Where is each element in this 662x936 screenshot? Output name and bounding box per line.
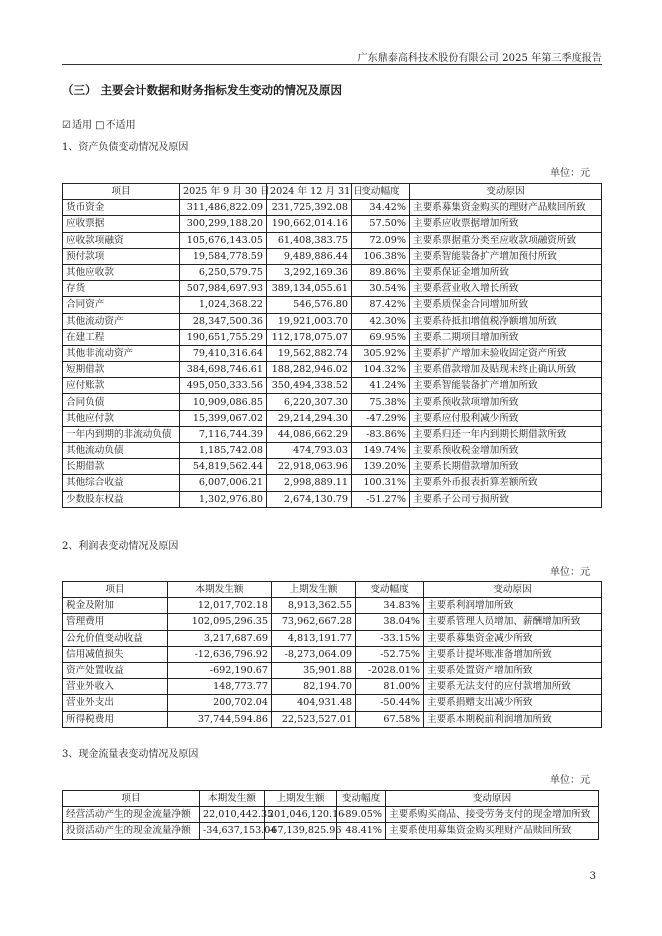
table-row — [63, 313, 602, 329]
column-header: 上期发生额 — [265, 791, 337, 807]
change-rate: 30.54% — [352, 281, 410, 297]
item-name: 预付款项 — [63, 248, 180, 264]
current-value: 1,185,742.08 — [180, 443, 267, 459]
table-row — [63, 807, 599, 823]
change-rate: 72.09% — [352, 232, 410, 248]
change-reason: 主要系智能装备扩产增加预付所致 — [410, 248, 602, 264]
current-value: 105,676,143.05 — [180, 232, 267, 248]
column-header: 项目 — [63, 791, 200, 807]
item-name: 营业外支出 — [63, 695, 168, 711]
table-row — [63, 378, 602, 394]
current-value: 79,410,316.64 — [180, 345, 267, 361]
prior-value: 22,523,527.01 — [272, 711, 356, 727]
change-reason: 主要系计提坏账准备增加所致 — [424, 646, 602, 662]
item-name: 其他应收款 — [63, 264, 180, 280]
change-reason: 主要系保证金增加所致 — [410, 264, 602, 280]
income-unit: 单位：元 — [550, 567, 590, 578]
column-header: 本期发生额 — [168, 582, 272, 598]
item-name: 投资活动产生的现金流量净额 — [63, 823, 200, 839]
table-row — [63, 362, 602, 378]
change-rate: 106.38% — [352, 248, 410, 264]
change-rate: 57.50% — [352, 216, 410, 232]
change-reason: 主要系待抵扣增值税净额增加所致 — [410, 313, 602, 329]
prior-value: 35,901.88 — [272, 662, 356, 678]
prior-value: 29,214,294.30 — [267, 410, 352, 426]
change-rate: 38.04% — [356, 614, 424, 630]
current-value: 102,095,296.35 — [168, 614, 272, 630]
not-applicable-label: 不适用 — [105, 120, 136, 131]
prior-value: 546,576.80 — [267, 297, 352, 313]
item-name: 合同负债 — [63, 394, 180, 410]
change-reason: 主要系营业收入增长所致 — [410, 281, 602, 297]
current-value: 28,347,500.36 — [180, 313, 267, 329]
change-rate: 139.20% — [352, 459, 410, 475]
change-reason: 主要系外币报表折算差额所致 — [410, 475, 602, 491]
column-header: 项目 — [63, 184, 180, 200]
item-name: 资产处置收益 — [63, 662, 168, 678]
change-rate: -51.27% — [352, 491, 410, 507]
item-name: 其他综合收益 — [63, 475, 180, 491]
item-name: 短期借款 — [63, 362, 180, 378]
table-row — [63, 232, 602, 248]
current-value: 1,302,976.80 — [180, 491, 267, 507]
column-header: 2024 年 12 月 31 日 — [267, 184, 352, 200]
change-reason: 主要系应付股利减少所致 — [410, 410, 602, 426]
applicability-options — [62, 116, 136, 131]
report-header: 广东鼎泰高科技术股份有限公司 2025 年第三季度报告 — [357, 53, 602, 64]
column-header: 2025 年 9 月 30 日 — [180, 184, 267, 200]
column-header: 变动幅度 — [352, 184, 410, 200]
item-name: 少数股东权益 — [63, 491, 180, 507]
balance-unit: 单位：元 — [550, 168, 590, 179]
prior-value: 3,292,169.36 — [267, 264, 352, 280]
item-name: 应收票据 — [63, 216, 180, 232]
current-value: 507,984,697.93 — [180, 281, 267, 297]
change-reason: 主要系归还一年内到期长期借款所致 — [410, 426, 602, 442]
change-reason: 主要系使用募集资金购买理财产品赎回所致 — [386, 823, 599, 839]
table-row — [63, 200, 602, 216]
column-header: 变动原因 — [424, 582, 602, 598]
change-reason: 主要系募集资金减少所致 — [424, 630, 602, 646]
item-name: 其他流动负债 — [63, 443, 180, 459]
current-value: 148,773.77 — [168, 679, 272, 695]
change-reason: 主要系扩产增加未验收固定资产所致 — [410, 345, 602, 361]
current-value: 7,116,744.39 — [180, 426, 267, 442]
item-name: 管理费用 — [63, 614, 168, 630]
prior-value: 201,046,120.16 — [265, 807, 337, 823]
balance-change-table — [62, 183, 602, 508]
change-rate: -47.29% — [352, 410, 410, 426]
table-row — [63, 443, 602, 459]
current-value: 6,007,006.21 — [180, 475, 267, 491]
current-value: -34,637,153.04 — [200, 823, 265, 839]
change-reason: 主要系智能装备扩产增加所致 — [410, 378, 602, 394]
cashflow-subtitle: 3、现金流量表变动情况及原因 — [62, 749, 199, 760]
prior-value: 389,134,055.61 — [267, 281, 352, 297]
item-name: 一年内到期的非流动负债 — [63, 426, 180, 442]
table-row — [63, 679, 602, 695]
prior-value: -67,139,825.96 — [265, 823, 337, 839]
table-row — [63, 491, 602, 507]
change-rate: -89.05% — [337, 807, 386, 823]
change-reason: 主要系子公司亏损所致 — [410, 491, 602, 507]
table-row — [63, 216, 602, 232]
column-header: 上期发生额 — [272, 582, 356, 598]
header-divider — [62, 64, 602, 65]
prior-value: 19,562,882.74 — [267, 345, 352, 361]
column-header: 变动幅度 — [356, 582, 424, 598]
prior-value: 350,494,338.52 — [267, 378, 352, 394]
change-reason: 主要系借款增加及贴现未终止确认所致 — [410, 362, 602, 378]
table-header-row — [63, 791, 599, 807]
prior-value: 231,725,392.08 — [267, 200, 352, 216]
prior-value: 474,793.03 — [267, 443, 352, 459]
change-reason: 主要系利润增加所致 — [424, 598, 602, 614]
change-reason: 主要系二期项目增加所致 — [410, 329, 602, 345]
item-name: 应付账款 — [63, 378, 180, 394]
change-rate: -52.75% — [356, 646, 424, 662]
table-row — [63, 329, 602, 345]
current-value: 10,909,086.85 — [180, 394, 267, 410]
current-value: 3,217,687.69 — [168, 630, 272, 646]
income-change-table — [62, 581, 602, 728]
prior-value: 6,220,307.30 — [267, 394, 352, 410]
current-value: 37,744,594.86 — [168, 711, 272, 727]
table-row — [63, 630, 602, 646]
table-row — [63, 662, 602, 678]
table-row — [63, 646, 602, 662]
change-reason: 主要系募集资金购买的理财产品赎回所致 — [410, 200, 602, 216]
change-reason: 主要系票据重分类至应收款项融资所致 — [410, 232, 602, 248]
prior-value: 9,489,886.44 — [267, 248, 352, 264]
prior-value: 44,086,662.29 — [267, 426, 352, 442]
change-reason: 主要系本期税前利润增加所致 — [424, 711, 602, 727]
change-rate: 81.00% — [356, 679, 424, 695]
item-name: 应收款项融资 — [63, 232, 180, 248]
item-name: 经营活动产生的现金流量净额 — [63, 807, 200, 823]
table-row — [63, 614, 602, 630]
prior-value: 19,921,003.70 — [267, 313, 352, 329]
change-rate: 104.32% — [352, 362, 410, 378]
change-rate: -50.44% — [356, 695, 424, 711]
column-header: 变动幅度 — [337, 791, 386, 807]
current-value: 311,486,822.09 — [180, 200, 267, 216]
change-reason: 主要系应收票据增加所致 — [410, 216, 602, 232]
prior-value: 22,918,063.96 — [267, 459, 352, 475]
change-rate: 149.74% — [352, 443, 410, 459]
table-row — [63, 459, 602, 475]
item-name: 其他非流动资产 — [63, 345, 180, 361]
change-rate: 42.30% — [352, 313, 410, 329]
item-name: 营业外收入 — [63, 679, 168, 695]
not-applicable-checkbox[interactable]: □ — [95, 120, 105, 131]
change-rate: 67.58% — [356, 711, 424, 727]
table-row — [63, 426, 602, 442]
column-header: 项目 — [63, 582, 168, 598]
item-name: 长期借款 — [63, 459, 180, 475]
current-value: -692,190.67 — [168, 662, 272, 678]
table-row — [63, 248, 602, 264]
prior-value: 2,998,889.11 — [267, 475, 352, 491]
current-value: 22,010,442.35 — [200, 807, 265, 823]
prior-value: 190,662,014.16 — [267, 216, 352, 232]
current-value: 1,024,368.22 — [180, 297, 267, 313]
column-header: 本期发生额 — [200, 791, 265, 807]
change-reason: 主要系管理人员增加、薪酬增加所致 — [424, 614, 602, 630]
applicable-label: 适用 — [71, 120, 92, 131]
cashflow-change-table — [62, 790, 599, 840]
table-row — [63, 598, 602, 614]
table-row — [63, 711, 602, 727]
current-value: 300,299,188.20 — [180, 216, 267, 232]
current-value: 12,017,702.18 — [168, 598, 272, 614]
prior-value: 73,962,667.28 — [272, 614, 356, 630]
change-reason: 主要系购买商品、接受劳务支付的现金增加所致 — [386, 807, 599, 823]
change-rate: 89.86% — [352, 264, 410, 280]
item-name: 公允价值变动收益 — [63, 630, 168, 646]
item-name: 货币资金 — [63, 200, 180, 216]
current-value: 6,250,579.75 — [180, 264, 267, 280]
change-rate: 100.31% — [352, 475, 410, 491]
current-value: 384,698,746.61 — [180, 362, 267, 378]
change-reason: 主要系无法支付的应付款增加所致 — [424, 679, 602, 695]
change-reason: 主要系预收款项增加所致 — [410, 394, 602, 410]
item-name: 所得税费用 — [63, 711, 168, 727]
change-rate: 75.38% — [352, 394, 410, 410]
current-value: 190,651,755.29 — [180, 329, 267, 345]
column-header: 变动原因 — [386, 791, 599, 807]
balance-subtitle: 1、资产负债变动情况及原因 — [62, 142, 189, 153]
current-value: 19,584,778.59 — [180, 248, 267, 264]
change-rate: -33.15% — [356, 630, 424, 646]
prior-value: 8,913,362.55 — [272, 598, 356, 614]
change-rate: 34.42% — [352, 200, 410, 216]
table-row — [63, 264, 602, 280]
item-name: 其他流动资产 — [63, 313, 180, 329]
section-title: （三） 主要会计数据和财务指标发生变动的情况及原因 — [62, 83, 343, 97]
table-row — [63, 410, 602, 426]
change-rate: -2028.01% — [356, 662, 424, 678]
item-name: 在建工程 — [63, 329, 180, 345]
table-row — [63, 823, 599, 839]
current-value: 15,399,067.02 — [180, 410, 267, 426]
page-number: 3 — [589, 871, 596, 882]
change-reason: 主要系长期借款增加所致 — [410, 459, 602, 475]
item-name: 其他应付款 — [63, 410, 180, 426]
income-subtitle: 2、利润表变动情况及原因 — [62, 541, 179, 552]
change-reason: 主要系预收税金增加所致 — [410, 443, 602, 459]
prior-value: 2,674,130.79 — [267, 491, 352, 507]
current-value: 54,819,562.44 — [180, 459, 267, 475]
cashflow-unit: 单位：元 — [550, 775, 590, 786]
item-name: 信用减值损失 — [63, 646, 168, 662]
item-name: 合同资产 — [63, 297, 180, 313]
prior-value: 188,282,946.02 — [267, 362, 352, 378]
prior-value: 61,408,383.75 — [267, 232, 352, 248]
prior-value: 82,194.70 — [272, 679, 356, 695]
applicable-checkbox[interactable]: ☑ — [62, 120, 71, 131]
table-row — [63, 345, 602, 361]
change-reason: 主要系处置资产增加所致 — [424, 662, 602, 678]
current-value: 495,050,333.56 — [180, 378, 267, 394]
change-rate: 305.92% — [352, 345, 410, 361]
table-row — [63, 695, 602, 711]
table-header-row — [63, 582, 602, 598]
table-row — [63, 281, 602, 297]
change-rate: 87.42% — [352, 297, 410, 313]
prior-value: 112,178,075.07 — [267, 329, 352, 345]
change-rate: 69.95% — [352, 329, 410, 345]
table-row — [63, 475, 602, 491]
current-value: -12,636,796.92 — [168, 646, 272, 662]
prior-value: 4,813,191.77 — [272, 630, 356, 646]
prior-value: 404,931.48 — [272, 695, 356, 711]
change-rate: 48.41% — [337, 823, 386, 839]
change-reason: 主要系质保金合同增加所致 — [410, 297, 602, 313]
change-rate: 34.83% — [356, 598, 424, 614]
table-row — [63, 394, 602, 410]
column-header: 变动原因 — [410, 184, 602, 200]
table-row — [63, 297, 602, 313]
item-name: 税金及附加 — [63, 598, 168, 614]
item-name: 存货 — [63, 281, 180, 297]
prior-value: -8,273,064.09 — [272, 646, 356, 662]
current-value: 200,702.04 — [168, 695, 272, 711]
table-header-row — [63, 184, 602, 200]
change-rate: 41.24% — [352, 378, 410, 394]
change-rate: -83.86% — [352, 426, 410, 442]
change-reason: 主要系捐赠支出减少所致 — [424, 695, 602, 711]
